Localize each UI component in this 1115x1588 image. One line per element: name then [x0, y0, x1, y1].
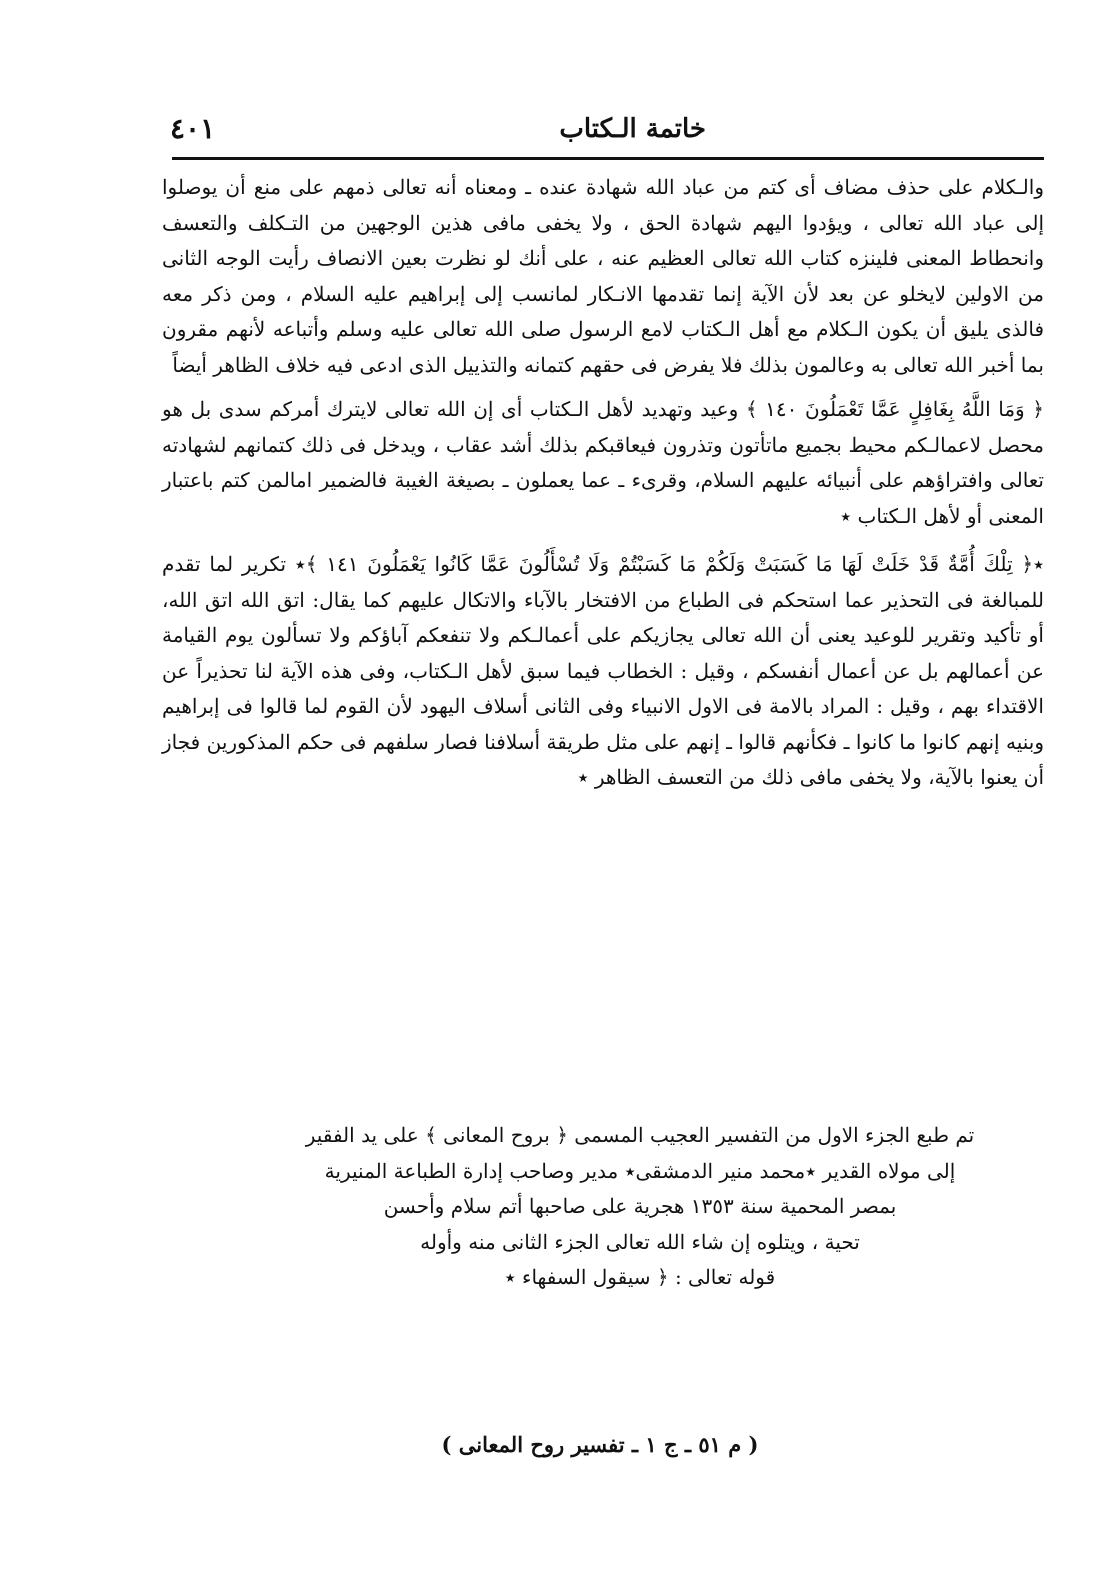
running-title: خاتمة الـكتاب	[559, 114, 706, 144]
colophon-line: تم طبع الجزء الاول من التفسير العجيب المسمى ﴿ بروح المعانى ﴾ على يد الفقير	[305, 1123, 975, 1147]
running-header	[170, 108, 1046, 156]
paragraph: ٭﴿ تِلْكَ أُمَّةٌ قَدْ خَلَتْ لَهَا مَا كَسَبَتْ وَلَكُمْ مَا كَسَبْتُمْ وَلَا تُسْأَلُونَ عَمَّا كَانُوا يَعْمَلُونَ ١٤١ ﴾٭ تكرير لما تقدم للمبالغة فى التحذير عما استحكم فى الطباع من الافتخار بالآباء والاتكال عليهم كما يقال: اتق الله اتق الله، أو تأكيد وتقرير للوعيد يعنى أن الله تعالى يجازيكم على أعمالـكم ولا تنفعكم آباؤكم ولا تسألون يوم القيامة عن أعمالهم بل عن أعمال أنفسكم ، وقيل : الخطاب فيما سبق لأهل الـكتاب، وفى هذه الآية لنا تحذيراً عن الاقتداء بهم ، وقيل : المراد بالامة فى الاول الانبياء وفى الثانى أسلاف اليهود لأن القوم لما قالوا فى إبراهيم وبنيه إنهم كانوا ما كانوا ـ فكأنهم قالوا ـ إنهم على مثل طريقة أسلافنا فصار سلفهم فى حكم المذكورين فجاز أن يعنوا بالآية، ولا يخفى مافى ذلك من التعسف الظاهر ٭	[162, 552, 1044, 789]
colophon-line: تحية ، ويتلوه إن شاء الله تعالى الجزء الثانى منه وأوله	[420, 1229, 860, 1254]
colophon-line: بمصر المحمية سنة ١٣٥٣ هجرية على صاحبها أتم سلام وأحسن	[383, 1194, 897, 1218]
colophon-line: قوله تعالى : ﴿ سيقول السفهاء ٭	[504, 1265, 776, 1289]
commentary-body	[162, 170, 1044, 809]
paragraph: والـكلام على حذف مضاف أى كتم من عباد الله شهادة عنده ـ ومعناه أنه تعالى ذمهم على منع أن يوصلوا إلى عباد الله تعالى ، ويؤدوا اليهم شهادة الحق ، ولا يخفى مافى هذين الوجهين من التـكلف والتعسف وانحطاط المعنى فلينزه كتاب الله تعالى العظيم عنه ، على أنك لو نظرت بعين الانصاف رأيت الوجه الثانى من الاولين لايخلو عن بعد لأن الآية إنما تقدمها الانـكار لمانسب إلى إبراهيم عليه السلام ، ومن ذكر معه فالذى يليق أن يكون الـكلام مع أهل الـكتاب لامع الرسول صلى الله تعالى عليه وسلم وأتباعه لأنهم مقرون بما أخبر الله تعالى به وعالمون بذلك فلا يفرض فى حقهم كتمانه والتذييل الذى ادعى فيه خلاف الظاهر أيضاً	[162, 175, 1044, 377]
header-rule	[172, 157, 1044, 160]
signature-mark: ( م ٥١ ـ ج ١ ـ تفسير روح المعانى )	[441, 1432, 759, 1457]
colophon	[250, 1118, 1030, 1296]
colophon-line: إلى مولاه القدير ٭محمد منير الدمشقى٭ مدير وصاحب إدارة الطباعة المنيرية	[324, 1158, 956, 1183]
paragraph: ﴿ وَمَا اللَّهُ بِغَافِلٍ عَمَّا تَعْمَلُونَ ١٤٠ ﴾ وعيد وتهديد لأهل الـكتاب أى إن الله تعالى لايترك أمركم سدى بل هو محصل لاعمالـكم محيط بجميع ماتأتون وتذرون فيعاقبكم بذلك أشد عقاب ، ويدخل فى ذلك كتمانهم لشهادته تعالى وافتراؤهم على أنبيائه عليهم السلام، وقرىء ـ عما يعملون ـ بصيغة الغيبة فالضمير امالمن كتم باعتبار المعنى أو لأهل الـكتاب ٭	[162, 397, 1044, 528]
page-number: ٤٠١	[170, 112, 216, 145]
